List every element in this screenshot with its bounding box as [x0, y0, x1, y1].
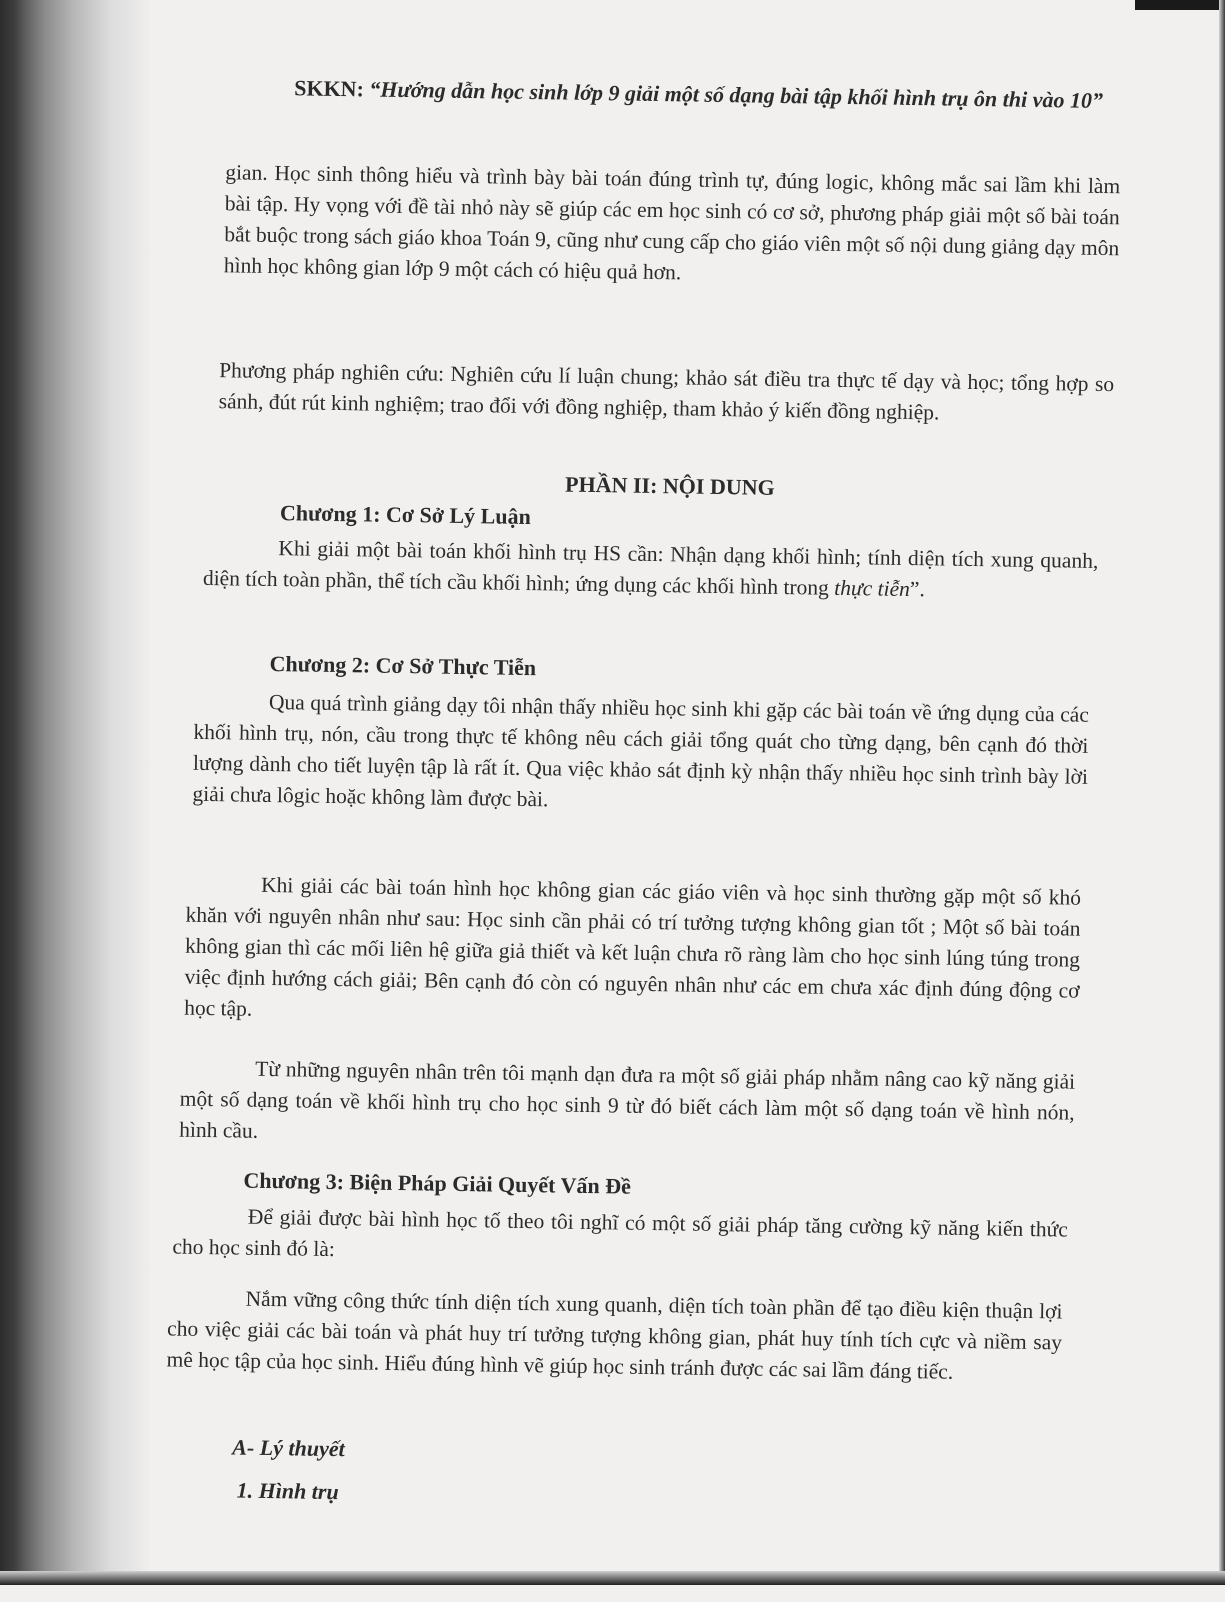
paragraph-chapter-1-text: Khi giải một bài toán khối hình trụ HS cần: Nhận dạng khối hình; tính diện tích xung quanh, diện tích toàn phần, thể tích cầu khối hình; ứng dụng các khối hình trong [202, 536, 1099, 600]
scan-edge-top [1135, 0, 1225, 10]
paragraph-chapter-1-italic: thực tiễn [834, 575, 911, 602]
document-page [125, 0, 1225, 1602]
paragraph-chapter-2-a: Qua quá trình giảng dạy tôi nhận thấy nhiều học sinh khi gặp các bài toán về ứng dụng của các khối hình trụ, nón, cầu trong thực tế không nêu cách giải tổng quát cho từng dạng, bên cạnh đó thời lượng dành cho tiết luyện tập là rất ít. Qua việc khảo sát định kỳ nhận thấy nhiều học sinh trình bày lời giải chưa lôgic hoặc không làm được bài. [192, 689, 1090, 812]
paragraph-research-method: Phương pháp nghiên cứu: Nghiên cứu lí luận chung; khảo sát điều tra thực tế dạy và học; tổng hợp so sánh, đút rút kinh nghiệm; trao đổi với đồng nghiệp, tham khảo ý kiến đồng nghiệp. [218, 358, 1115, 425]
page-header [248, 72, 1148, 117]
paragraph-intro-end: gian. Học sinh thông hiểu và trình bày bài toán đúng trình tự, đúng logic, không mắc sai lầm khi làm bài tập. Hy vọng với đề tài nhỏ này sẽ giúp các em học sinh có cơ sở, phương pháp giải một số bài toán bắt buộc trong sách giáo khoa Toán 9, cũng như cung cấp cho giáo viên một số nội dung giảng dạy môn hình học không gian lớp 9 một cách có hiệu quả hơn. [223, 160, 1121, 285]
section-a-heading: A- Lý thuyết [232, 1434, 345, 1462]
paragraph-chapter-2-c: Từ những nguyên nhân trên tôi mạnh dạn đưa ra một số giải pháp nhằm nâng cao kỹ năng giải một số dạng toán về khối hình trụ cho học sinh 9 từ đó biết cách làm một số dạng toán về hình nón, hình cầu. [179, 1056, 1076, 1143]
chapter-2-heading: Chương 2: Cơ Sở Thực Tiễn [269, 650, 537, 681]
paragraph-chapter-3-b: Nắm vững công thức tính diện tích xung quanh, diện tích toàn phần để tạo điều kiện thuận lợi cho việc giải các bài toán và phát huy trí tưởng tượng không gian, phát huy tính tích cực và niềm say mê học tập của học sinh. Hiểu đúng hình vẽ giúp học sinh tránh được các sai lầm đáng tiếc. [166, 1286, 1063, 1384]
chapter-3-heading: Chương 3: Biện Pháp Giải Quyết Vấn Đề [243, 1167, 632, 1199]
paragraph-chapter-1-end: ”. [909, 577, 925, 602]
paragraph-chapter-3-a: Để giải được bài hình học tố theo tôi nghĩ có một số giải pháp tăng cường kỹ năng kiến thức cho học sinh đó là: [172, 1204, 1068, 1262]
chapter-1-heading: Chương 1: Cơ Sở Lý Luận [279, 500, 532, 530]
book-spine-shadow [0, 0, 150, 1585]
paragraph-chapter-2-b: Khi giải các bài toán hình học không gian các giáo viên và học sinh thường gặp một số khó khăn với nguyên nhân như sau: Học sinh cần phải có trí tưởng tượng không gian tốt ; Một số bài toán không gian thì các mối liên hệ giữa giả thiết và kết luận chưa rõ ràng làm cho học sinh lúng túng trong việc định hướng cách giải; Bên cạnh đó còn có nguyên nhân như các em chưa xác định đúng động cơ học tập. [183, 872, 1082, 1021]
subsection-1-heading: 1. Hình trụ [236, 1477, 339, 1505]
part-2-heading: PHẦN II: NỘI DUNG [564, 471, 775, 500]
header-prefix: SKKN: [294, 75, 370, 102]
header-title: “Hướng dẫn học sinh lớp 9 giải một số dạng bài tập khối hình trụ ôn thi vào 10” [369, 76, 1104, 113]
paragraph-chapter-1 [203, 532, 1099, 608]
